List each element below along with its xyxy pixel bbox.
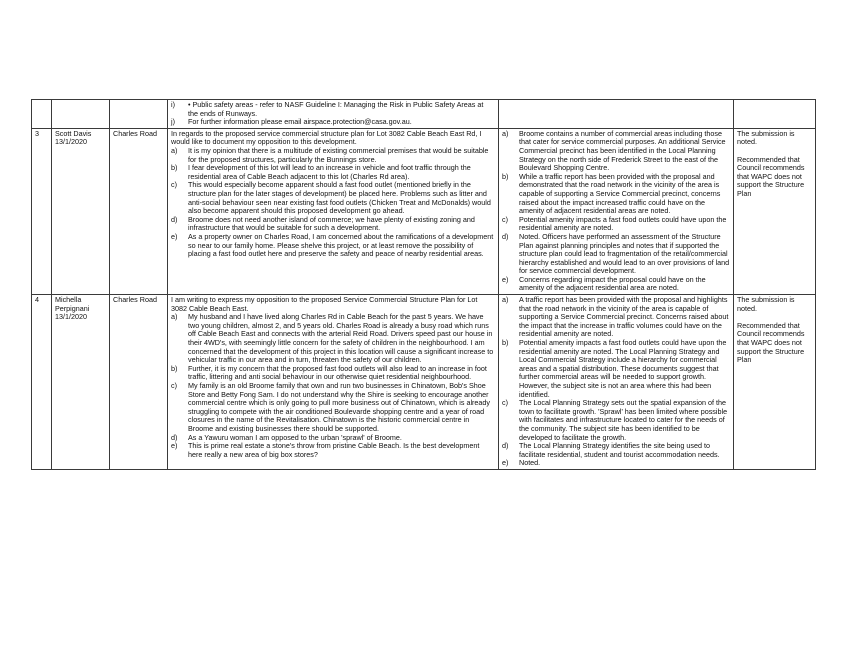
list-item: e) Noted. [502, 458, 541, 468]
submission-number: 3 [32, 128, 52, 294]
list-item: b) While a traffic report has been provided with the proposal and demonstrated that the road network in the vicinity of the area is capable of supporting a Service Commercial precinct, concerns raised about the impact increased traffic could have on the amenity of adjacent residential areas are noted. [502, 171, 721, 216]
list-item: d) Noted. Officers have performed an assessment of the Structure Plan against planning principles and notes that if supported the structure plan could lead to fragmentation of the retail/commercial hierarchy established and would lead to an over provisions of land for service commercial development. [502, 231, 730, 276]
recommendation [734, 295, 816, 470]
cell-response [499, 100, 734, 129]
list-item: d) Broome does not need another island of commerce; we have plenty of existing zoning and infrastructure that would be suitable for such a development. [171, 214, 475, 233]
submissions-table [31, 99, 816, 470]
cell-street [110, 100, 168, 129]
list-item: b) Potential amenity impacts a fast food outlets could have upon the residential amenity are noted. The Local Planning Strategy and Local Commercial Strategy include a hierarchy for commercial areas and a spatial distribution. These documents suggest that further commercial areas will be needed to support growth. However, the subject site is not an area where this had been identified. [502, 338, 727, 399]
list-item: a) Broome contains a number of commercial areas including those that cater for service commercial purposes. An additional Service Commercial precinct has been identified in the Local Planning Strategy on the north side of Frederick Street to the east of the Boulevard Shopping Centre. [502, 128, 726, 173]
list-item: j) For further information please email airspace.protection@casa.gov.au. [171, 117, 412, 127]
recommendation-line: Recommended that Council recommends that WAPC does not support the Structure Plan [737, 154, 805, 198]
recommendation-line: The submission is noted. [737, 295, 795, 313]
submitter-cell [52, 295, 110, 470]
table-row [32, 128, 816, 294]
table-row [32, 295, 816, 470]
list-item: b) Further, it is my concern that the proposed fast food outlets will also lead to an increase in foot traffic, littering and anti social behaviour in our otherwise quiet residential neighbourhood. [171, 363, 487, 382]
submission-intro: I am writing to express my opposition to the proposed Service Commercial Structure Plan for Lot 3082 Cable Beach East. [171, 295, 478, 313]
recommendation-line: The submission is noted. [737, 128, 795, 147]
list-item: c) Potential amenity impacts a fast food outlets could have upon the residential amenity are noted. [502, 214, 727, 233]
list-item: d) As a Yawuru woman I am opposed to the urban 'sprawl' of Broome. [171, 432, 402, 442]
list-item: e) Concerns regarding impact the proposal could have on the amenity of the adjacent residential area are noted. [502, 274, 706, 293]
cell-submission [168, 100, 499, 129]
submitter-street: Charles Road [110, 128, 168, 294]
cell-name [52, 100, 110, 129]
cell-recommendation [734, 100, 816, 129]
cell-number [32, 100, 52, 129]
list-item: i) • Public safety areas - refer to NASF Guideline I: Managing the Risk in Public Safety Areas at the ends of Runways. [171, 100, 484, 118]
list-item: c) My family is an old Broome family that own and run two businesses in Chinatown, Bob's Shoe Store and Betty Fong Sam. I do not understand why the Shire is seeking to encourage another commercial centre which is only going to pull more business out of Chinatown, which is already struggling to compete with the air conditioned Boulevarde shopping centre and a year of road closures in the name of the Revitalisation. Chinatown is the historic commercial centre in Broome and existing businesses there should be supported. [171, 381, 491, 433]
submitter-name: Scott Davis [55, 128, 92, 138]
list-item: c) This would especially become apparent should a fast food outlet (mentioned briefly in the structure plan for the later stages of development) be placed here. Problems such as litter and anti-social behaviour seen near existing fast food outlets (Chicken Treat and McDonalds) would also become apparent should this proposed development go ahead. [171, 180, 491, 216]
submission-number: 4 [32, 295, 52, 470]
list-item: a) A traffic report has been provided with the proposal and highlights that the road network in the vicinity of the area is capable of supporting a Service Commercial precinct. Concerns raised about the impact that the increase in traffic volumes could have on the residential amenity are noted. [502, 295, 729, 339]
submission-date: 13/1/2020 [55, 312, 87, 322]
submitter-street: Charles Road [110, 295, 168, 470]
list-item: b) I fear development of this lot will lead to an increase in vehicle and foot traffic through the residential area of Cable Beach adjacent to this lot (Charles Rd area). [171, 163, 471, 181]
submission-text [168, 128, 499, 294]
submitter-cell [52, 128, 110, 294]
list-item: e) As a property owner on Charles Road, I am concerned about the ramifications of a development so near to our family home. Please shelve this project, or at least remove the possibility of placing a fast food outlet here and preserve the safety and peace of nearby residential areas. [171, 231, 494, 259]
list-item: a) My husband and I have lived along Charles Rd in Cable Beach for the past 5 years. We have two young children, almost 2, and 5 years old. Charles Road is already a busy road which runs off Cable Beach East and connects with the arterial Reid Road. Drivers speed past our house in their 4WD's, with seemingly little concern for the safety of children in the neighbourhood. I am concerned that the development of this project in this location will cause a significant increase to vehicular traffic in our area and in turn, threaten the safety of our children. [171, 312, 494, 365]
submission-text [168, 295, 499, 470]
officer-response [499, 128, 734, 294]
list-item: e) This is prime real estate a stone's throw from pristine Cable Beach. Is the best development here really a new area of big box stores? [171, 441, 480, 459]
continuation-row [32, 100, 816, 129]
recommendation-line: Recommended that Council recommends that WAPC does not support the Structure Plan [737, 320, 805, 365]
list-item: c) The Local Planning Strategy sets out the spatial expansion of the town to facilitate growth. 'Sprawl' has been limited where possible with facilitates and infrastructure located to cater for the needs of the community. The subject site has been identified to be developed to facilitate the growth. [502, 398, 728, 442]
list-item: a) It is my opinion that there is a multitude of existing commercial premises that would be suitable for the proposed structures, particularly the Bunnings store. [171, 145, 489, 164]
submission-date: 13/1/2020 [55, 137, 87, 147]
officer-response [499, 295, 734, 470]
submission-intro: In regards to the proposed service commercial structure plan for Lot 3082 Cable Beach East Rd, I would like to document my opposition to this development. [171, 128, 482, 147]
recommendation [734, 128, 816, 294]
submitter-name: Michella Perpignani [55, 295, 90, 313]
list-item: d) The Local Planning Strategy identifies the site being used to facilitate residential, student and tourist accommodation needs. [502, 441, 720, 459]
